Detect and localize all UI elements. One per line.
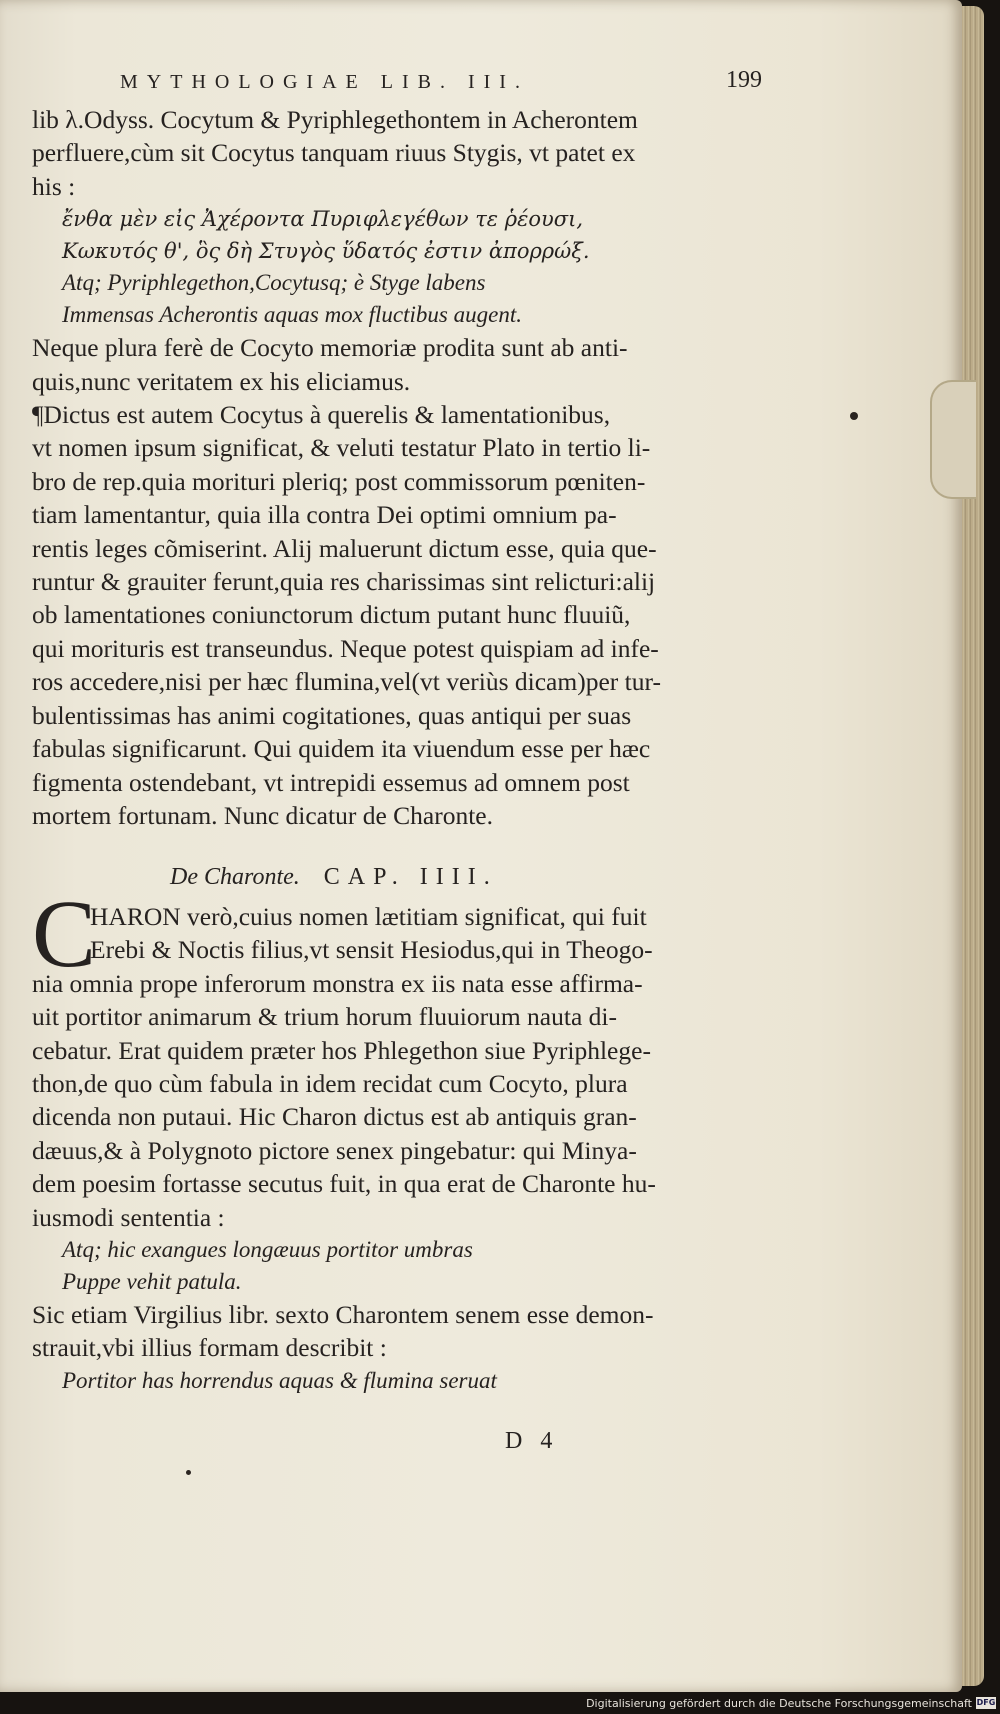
page-edges bbox=[962, 6, 984, 1686]
credit-text: Digitalisierung gefördert durch die Deutsche Forschungsgemeinschaft bbox=[586, 1696, 972, 1710]
signature-mark: D 4 bbox=[505, 1428, 559, 1454]
drop-initial: C bbox=[32, 880, 97, 987]
latin-verse-line: Portitor has horrendus aquas & flumina seruat bbox=[62, 1367, 497, 1393]
latin-verse-line: Immensas Acherontis aquas mox fluctibus augent. bbox=[62, 302, 522, 328]
text-line: dæuus,& à Polygnoto pictore senex pingebatur: qui Minya- bbox=[32, 1135, 637, 1165]
text-line: figmenta ostendebant, vt intrepidi essemus ad omnem post bbox=[32, 767, 630, 797]
chapter-heading-title: De Charonte. bbox=[170, 864, 300, 890]
text-line: his : bbox=[32, 171, 76, 201]
text-line: Neque plura ferè de Cocyto memoriæ prodita sunt ab anti- bbox=[32, 333, 628, 363]
text-line: vt nomen ipsum significat, & veluti testatur Plato in tertio li- bbox=[32, 433, 651, 463]
text-line: iusmodi sententia : bbox=[32, 1202, 225, 1232]
text-line: Erebi & Noctis filius,vt sensit Hesiodus,qui in Theogo- bbox=[90, 935, 653, 965]
text-line: lib λ.Odyss. Cocytum & Pyriphlegethontem in Acherontem bbox=[32, 105, 638, 134]
greek-verse-line: ἔνθα μὲν εἰς Ἀχέροντα Πυριφλεγέθων τε ῥέουσι, bbox=[62, 207, 584, 232]
text-line: mortem fortunam. Nunc dicatur de Charonte. bbox=[32, 800, 493, 830]
text-line: quis,nunc veritatem ex his eliciamus. bbox=[32, 366, 411, 396]
latin-verse-line: Atq; hic exangues longæuus portitor umbras bbox=[62, 1237, 473, 1263]
text-line: thon,de quo cùm fabula in idem recidat cum Cocyto, plura bbox=[32, 1069, 628, 1099]
text-line: tiam lamentantur, quia illa contra Dei optimi omnium pa- bbox=[32, 500, 617, 530]
text-line: bro de rep.quia morituri pleriq; post commissorum pœniten- bbox=[32, 466, 646, 496]
text-line: runtur & grauiter ferunt,quia res charissimas sint relicturi:alij bbox=[32, 567, 656, 597]
text-line: perfluere,cùm sit Cocytus tanquam riuus Stygis, vt patet ex bbox=[32, 138, 636, 168]
text-line: qui morituris est transeundus. Neque potest quispiam ad infe- bbox=[32, 633, 659, 663]
text-line: cebatur. Erat quidem præter hos Phlegethon siue Pyriphlege- bbox=[32, 1035, 651, 1065]
latin-verse-line: Puppe vehit patula. bbox=[62, 1269, 242, 1295]
text-line: ¶Dictus est autem Cocytus à querelis & lamentationibus, bbox=[32, 400, 611, 430]
text-line: bulentissimas has animi cogitationes, quas antiqui per suas bbox=[32, 700, 632, 730]
text-block-top bbox=[32, 103, 742, 832]
text-line: dem poesim fortasse secutus fuit, in qua erat de Charonte hu- bbox=[32, 1169, 656, 1199]
latin-verse-line: Atq; Pyriphlegethon,Cocytusq; è Styge labens bbox=[62, 270, 486, 296]
clasp-tab bbox=[930, 380, 976, 499]
digitization-credit bbox=[586, 1694, 996, 1712]
text-line: ros accedere,nisi per hæc flumina,vel(vt veriùs dicam)per tur- bbox=[32, 667, 661, 697]
running-head bbox=[120, 66, 762, 96]
text-line: nia omnia prope inferorum monstra ex iis nata esse affirma- bbox=[32, 968, 643, 998]
chapter-heading-number: CAP. IIII. bbox=[323, 864, 498, 890]
text-line: ob lamentationes coniunctorum dictum putant hunc fluuiũ, bbox=[32, 600, 631, 630]
dfg-logo-icon: DFG bbox=[976, 1698, 996, 1707]
text-line: strauit,vbi illius formam describit : bbox=[32, 1333, 387, 1363]
text-line: fabulas significarunt. Qui quidem ita viuendum esse per hæc bbox=[32, 734, 651, 764]
running-head-title: MYTHOLOGIAE LIB. III. bbox=[120, 71, 529, 93]
ink-spot bbox=[850, 412, 858, 420]
chapter-text bbox=[32, 900, 742, 1397]
text-line: dicenda non putaui. Hic Charon dictus est ab antiquis gran- bbox=[32, 1102, 637, 1132]
text-line: Sic etiam Virgilius libr. sexto Charontem senem esse demon- bbox=[32, 1300, 654, 1330]
ink-spot bbox=[186, 1470, 191, 1475]
text-line: uit portitor animarum & trium horum fluuiorum nauta di- bbox=[32, 1002, 617, 1032]
chapter-heading bbox=[170, 864, 690, 891]
folio-number: 199 bbox=[726, 67, 762, 93]
greek-verse-line: Κωκυτός θ', ὃς δὴ Στυγὸς ὕδατός ἐστιν ἀπορρώξ. bbox=[62, 239, 590, 264]
text-line: rentis leges cõmiserint. Alij maluerunt dictum esse, quia que- bbox=[32, 533, 657, 563]
text-line: HARON verò,cuius nomen lætitiam significat, qui fuit bbox=[90, 902, 647, 931]
